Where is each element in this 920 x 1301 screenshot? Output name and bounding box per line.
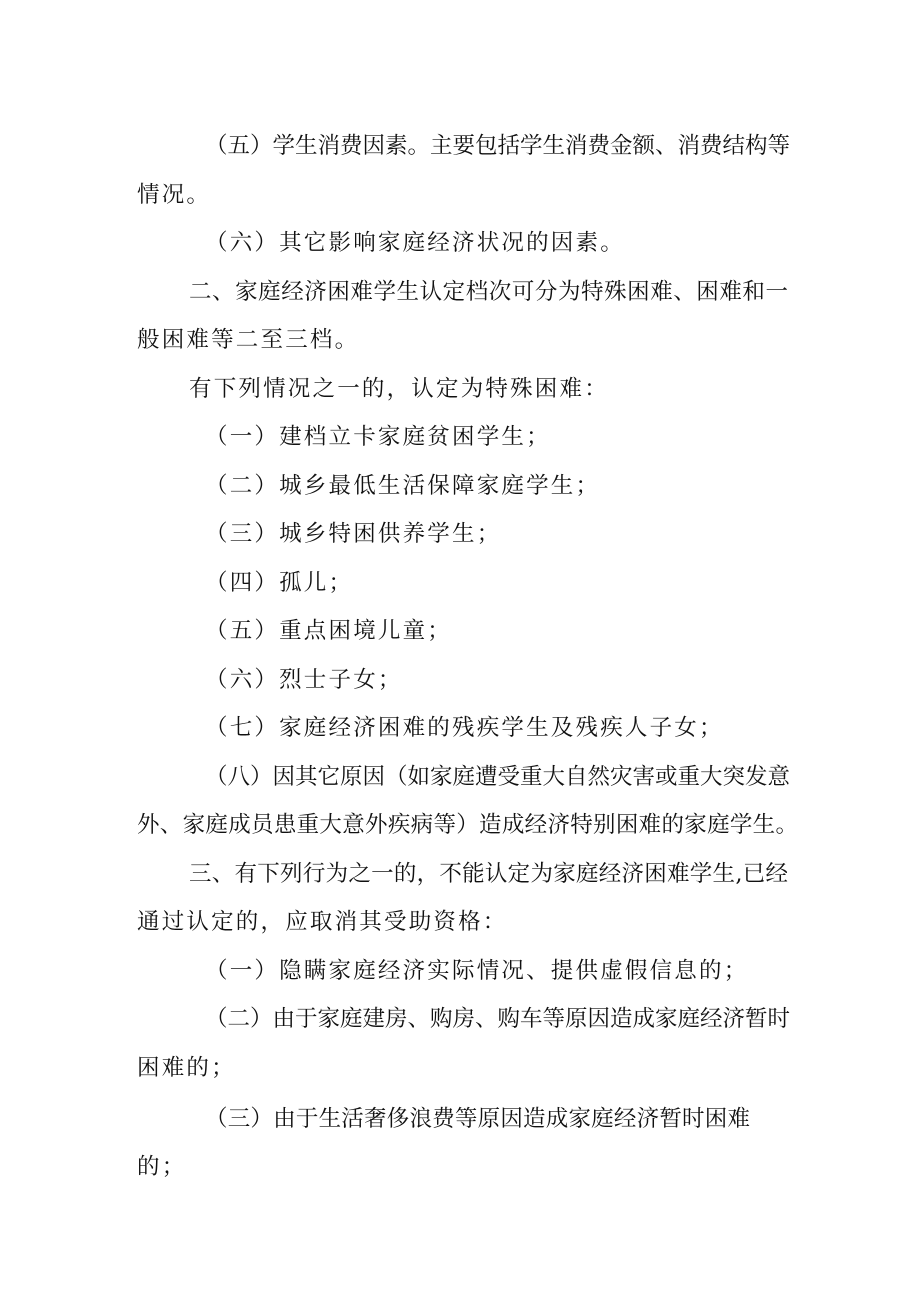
- paragraph-line-8: 通过认定的，应取消其受助资格：: [137, 909, 508, 935]
- list-item-2: （二）城乡最低生活保障家庭学生；: [205, 473, 601, 499]
- paragraph-line-6: 有下列情况之一的，认定为特殊困难：: [189, 376, 609, 402]
- list-item-3: （三）城乡特困供养学生；: [205, 521, 502, 547]
- list-item-7: （七）家庭经济困难的残疾学生及残疾人子女；: [205, 715, 724, 741]
- paragraph-line-1: （五）学生消费因素。主要包括学生消费金额、消费结构等: [205, 133, 791, 159]
- list-item-8-line-1: （八）因其它原因（如家庭遭受重大自然灾害或重大突发意: [205, 764, 791, 790]
- paragraph-line-7: 三、有下列行为之一的，不能认定为家庭经济困难学生,已经: [189, 861, 788, 887]
- paragraph-line-2: 情况。: [137, 182, 212, 208]
- list-item-9: （一）隐瞒家庭经济实际情况、提供虚假信息的；: [205, 958, 749, 984]
- list-item-10-line-1: （二）由于家庭建房、购房、购车等原因造成家庭经济暂时: [205, 1006, 791, 1032]
- list-item-11-line-2: 的；: [137, 1154, 187, 1180]
- list-item-6: （六）烈士子女；: [205, 667, 403, 693]
- list-item-10-line-2: 困难的；: [137, 1055, 236, 1081]
- list-item-11-line-1: （三）由于生活奢侈浪费等原因造成家庭经济暂时困难: [205, 1106, 750, 1132]
- paragraph-line-3: （六）其它影响家庭经济状况的因素。: [205, 230, 625, 256]
- list-item-5: （五）重点困境儿童；: [205, 618, 453, 644]
- paragraph-line-5: 般困难等二至三档。: [137, 327, 360, 353]
- list-item-1: （一）建档立卡家庭贫困学生；: [205, 424, 551, 450]
- paragraph-line-4: 二、家庭经济困难学生认定档次可分为特殊困难、困难和一: [189, 279, 788, 305]
- list-item-4: （四）孤儿；: [205, 570, 354, 596]
- list-item-8-line-2: 外、家庭成员患重大意外疾病等）造成经济特别困难的家庭学生。: [137, 812, 798, 838]
